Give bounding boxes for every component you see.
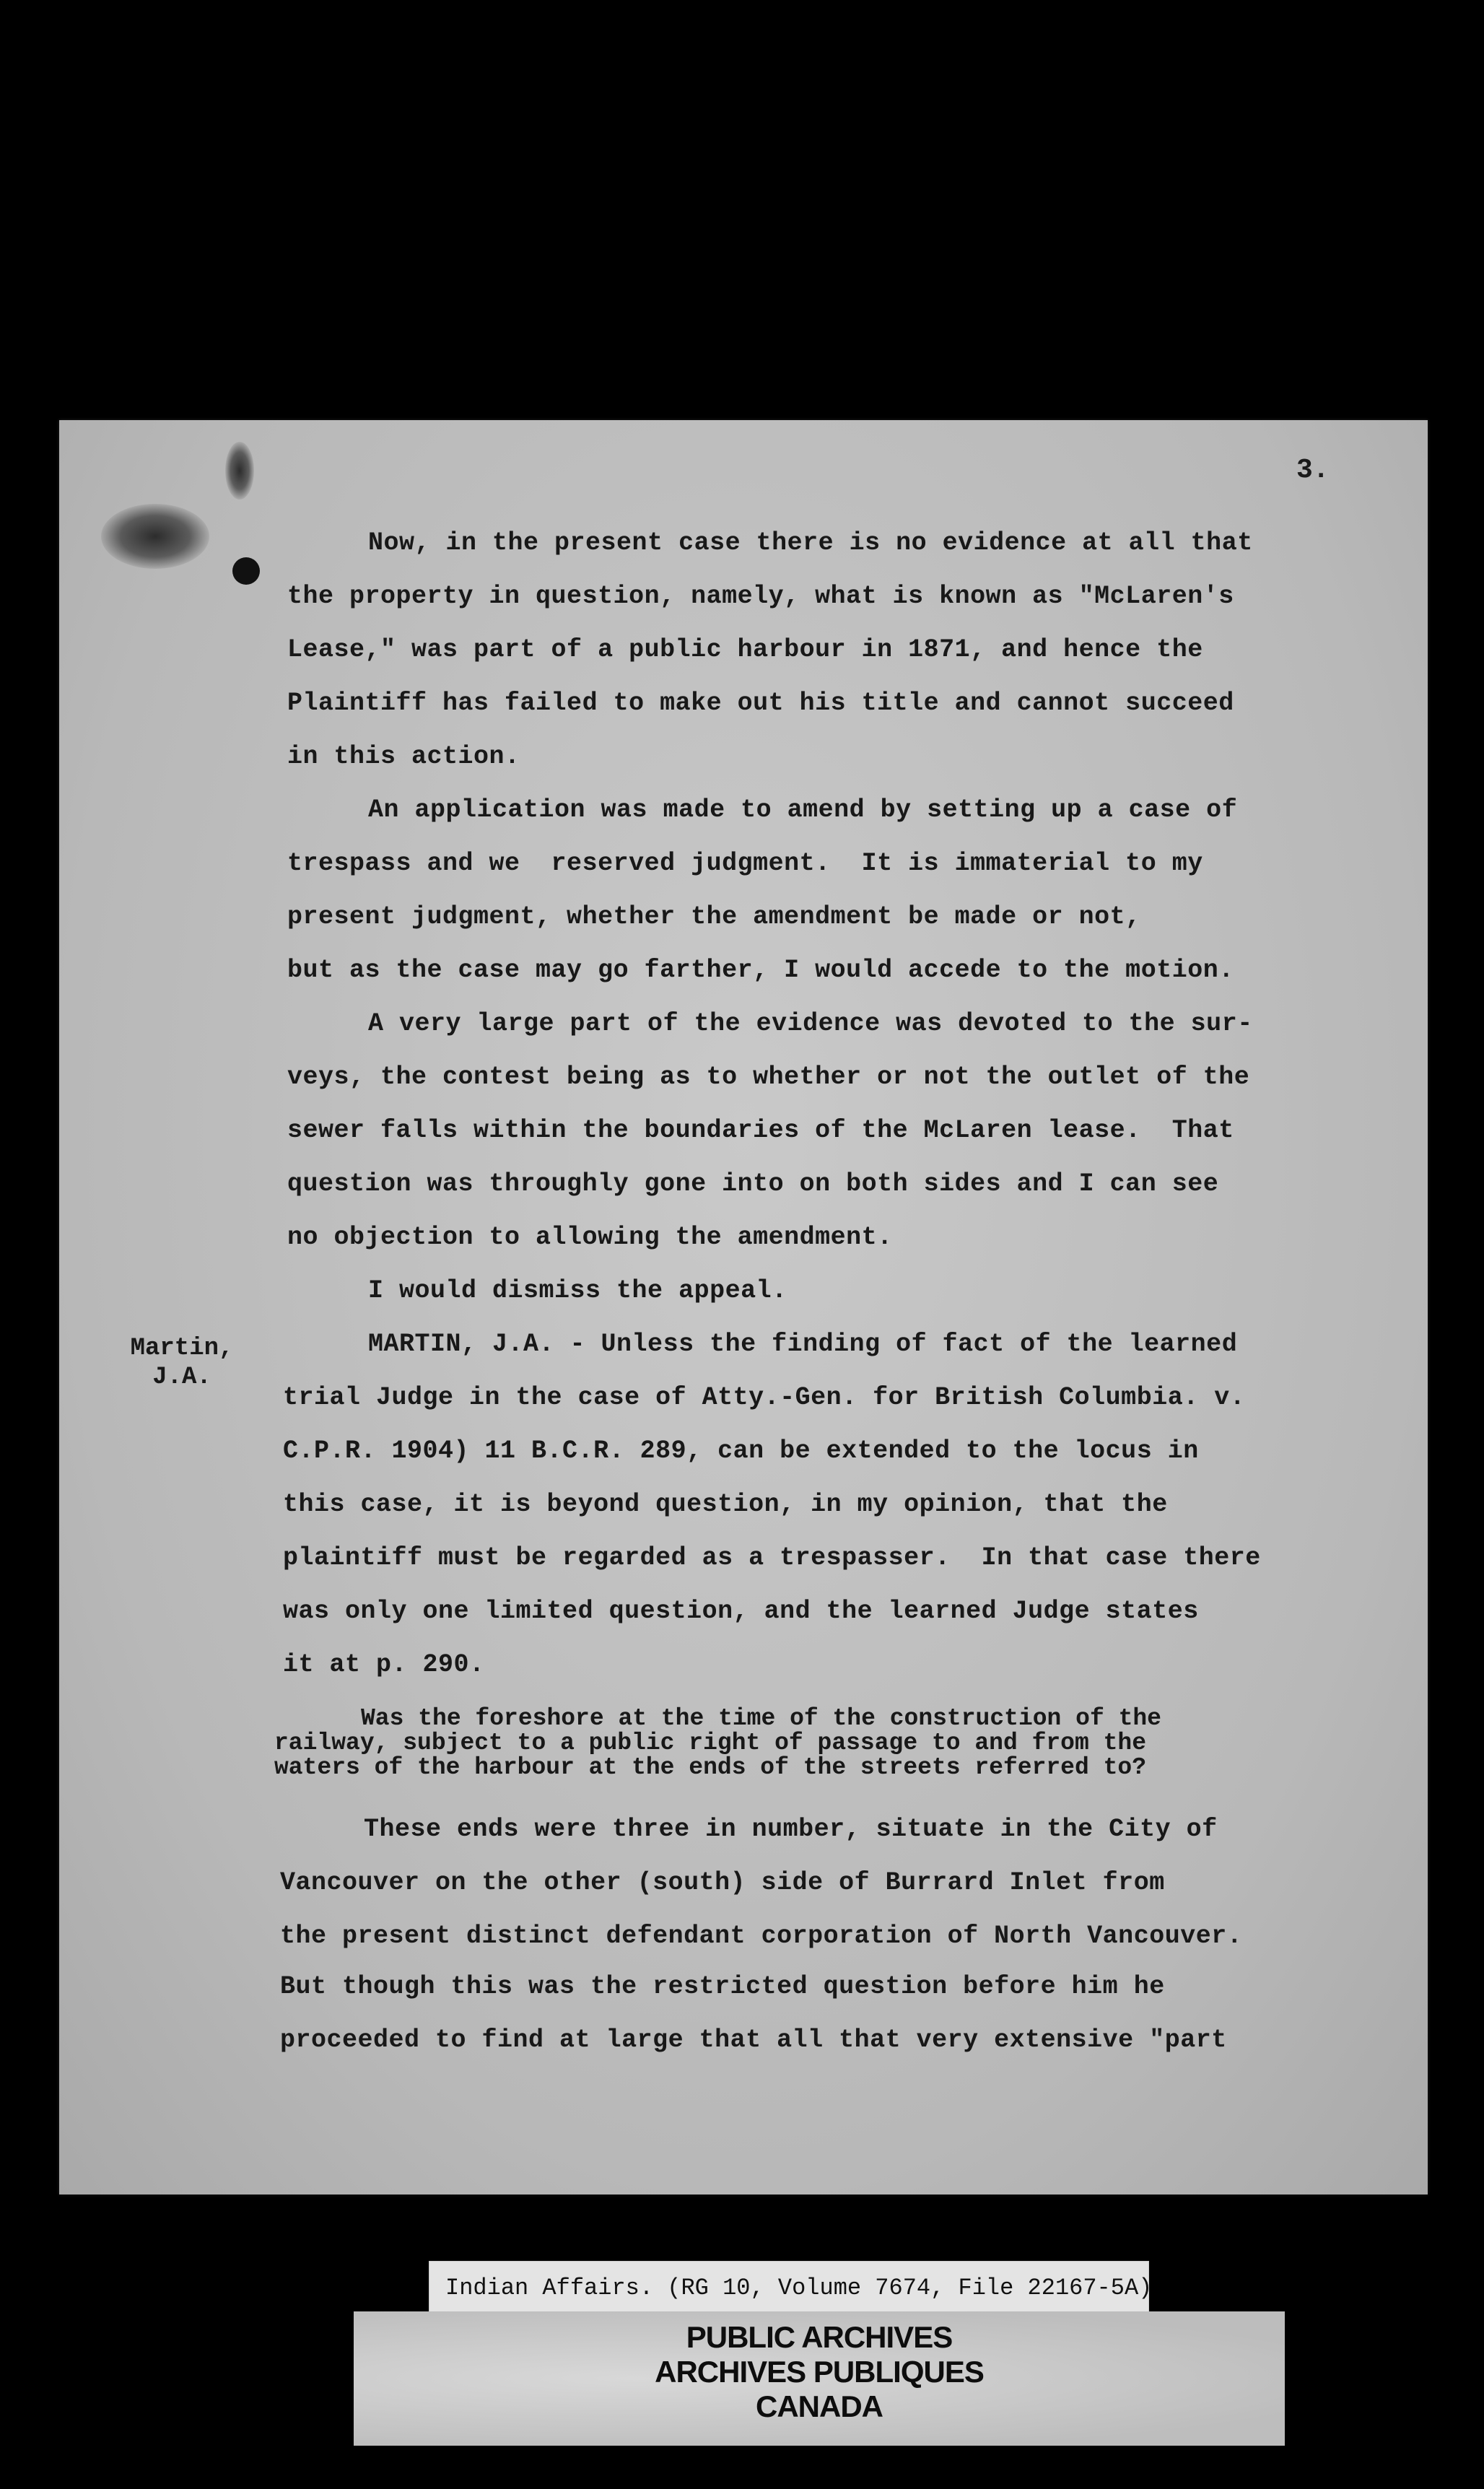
- body-line: veys, the contest being as to whether or not the outlet of the: [287, 1063, 1250, 1091]
- body-line: An application was made to amend by setting up a case of: [368, 795, 1238, 824]
- body-line: proceeded to find at large that all that very extensive "part: [280, 2026, 1227, 2054]
- archive-stamp: [354, 2311, 1285, 2446]
- page-number: 3.: [1296, 455, 1330, 486]
- body-line: but as the case may go farther, I would accede to the motion.: [287, 956, 1234, 985]
- stamp-line-canada: CANADA: [756, 2389, 883, 2423]
- body-line: this case, it is beyond question, in my opinion, that the: [283, 1490, 1168, 1519]
- body-line: I would dismiss the appeal.: [368, 1276, 787, 1305]
- body-line: no objection to allowing the amendment.: [287, 1223, 893, 1252]
- body-line: trespass and we reserved judgment. It is immaterial to my: [287, 849, 1203, 878]
- body-line: These ends were three in number, situate in the City of: [364, 1815, 1218, 1844]
- body-line: plaintiff must be regarded as a trespasser. In that case there: [283, 1543, 1261, 1572]
- body-line: Vancouver on the other (south) side of Burrard Inlet from: [280, 1868, 1165, 1897]
- ink-blot: [232, 557, 260, 585]
- body-line: question was throughly gone into on both sides and I can see: [287, 1169, 1219, 1198]
- quote-line: waters of the harbour at the ends of the streets referred to?: [274, 1754, 1146, 1781]
- body-line: trial Judge in the case of Atty.-Gen. for British Columbia. v.: [283, 1383, 1246, 1412]
- ink-smudge: [101, 504, 209, 569]
- body-line: Plaintiff has failed to make out his title and cannot succeed: [287, 689, 1234, 718]
- body-line: MARTIN, J.A. - Unless the finding of fact of the learned: [368, 1330, 1238, 1359]
- body-line: in this action.: [287, 742, 520, 771]
- body-line: was only one limited question, and the learned Judge states: [283, 1597, 1199, 1626]
- body-line: it at p. 290.: [283, 1650, 485, 1679]
- body-line: the present distinct defendant corporation of North Vancouver.: [280, 1922, 1243, 1950]
- margin-note: Martin, J.A.: [130, 1335, 234, 1391]
- body-line: the property in question, namely, what is known as "McLaren's: [287, 582, 1234, 611]
- quote-line: Was the foreshore at the time of the construction of the: [361, 1705, 1161, 1732]
- stamp-line-public-archives: PUBLIC ARCHIVES: [686, 2320, 953, 2354]
- quote-line: railway, subject to a public right of passage to and from the: [274, 1730, 1146, 1756]
- body-line: C.P.R. 1904) 11 B.C.R. 289, can be extended to the locus in: [283, 1437, 1199, 1465]
- body-line: present judgment, whether the amendment be made or not,: [287, 902, 1141, 931]
- archive-reference-text: Indian Affairs. (RG 10, Volume 7674, File 22167-5A): [445, 2275, 1153, 2301]
- body-line: sewer falls within the boundaries of the McLaren lease. That: [287, 1116, 1234, 1145]
- body-line: A very large part of the evidence was devoted to the sur-: [368, 1009, 1253, 1038]
- ink-smudge-small: [225, 442, 254, 500]
- body-line: Lease," was part of a public harbour in 1871, and hence the: [287, 635, 1203, 664]
- document-page: [59, 420, 1428, 2194]
- stamp-line-archives-publiques: ARCHIVES PUBLIQUES: [655, 2355, 984, 2389]
- body-line: Now, in the present case there is no evidence at all that: [368, 528, 1253, 557]
- body-line: But though this was the restricted question before him he: [280, 1972, 1165, 2001]
